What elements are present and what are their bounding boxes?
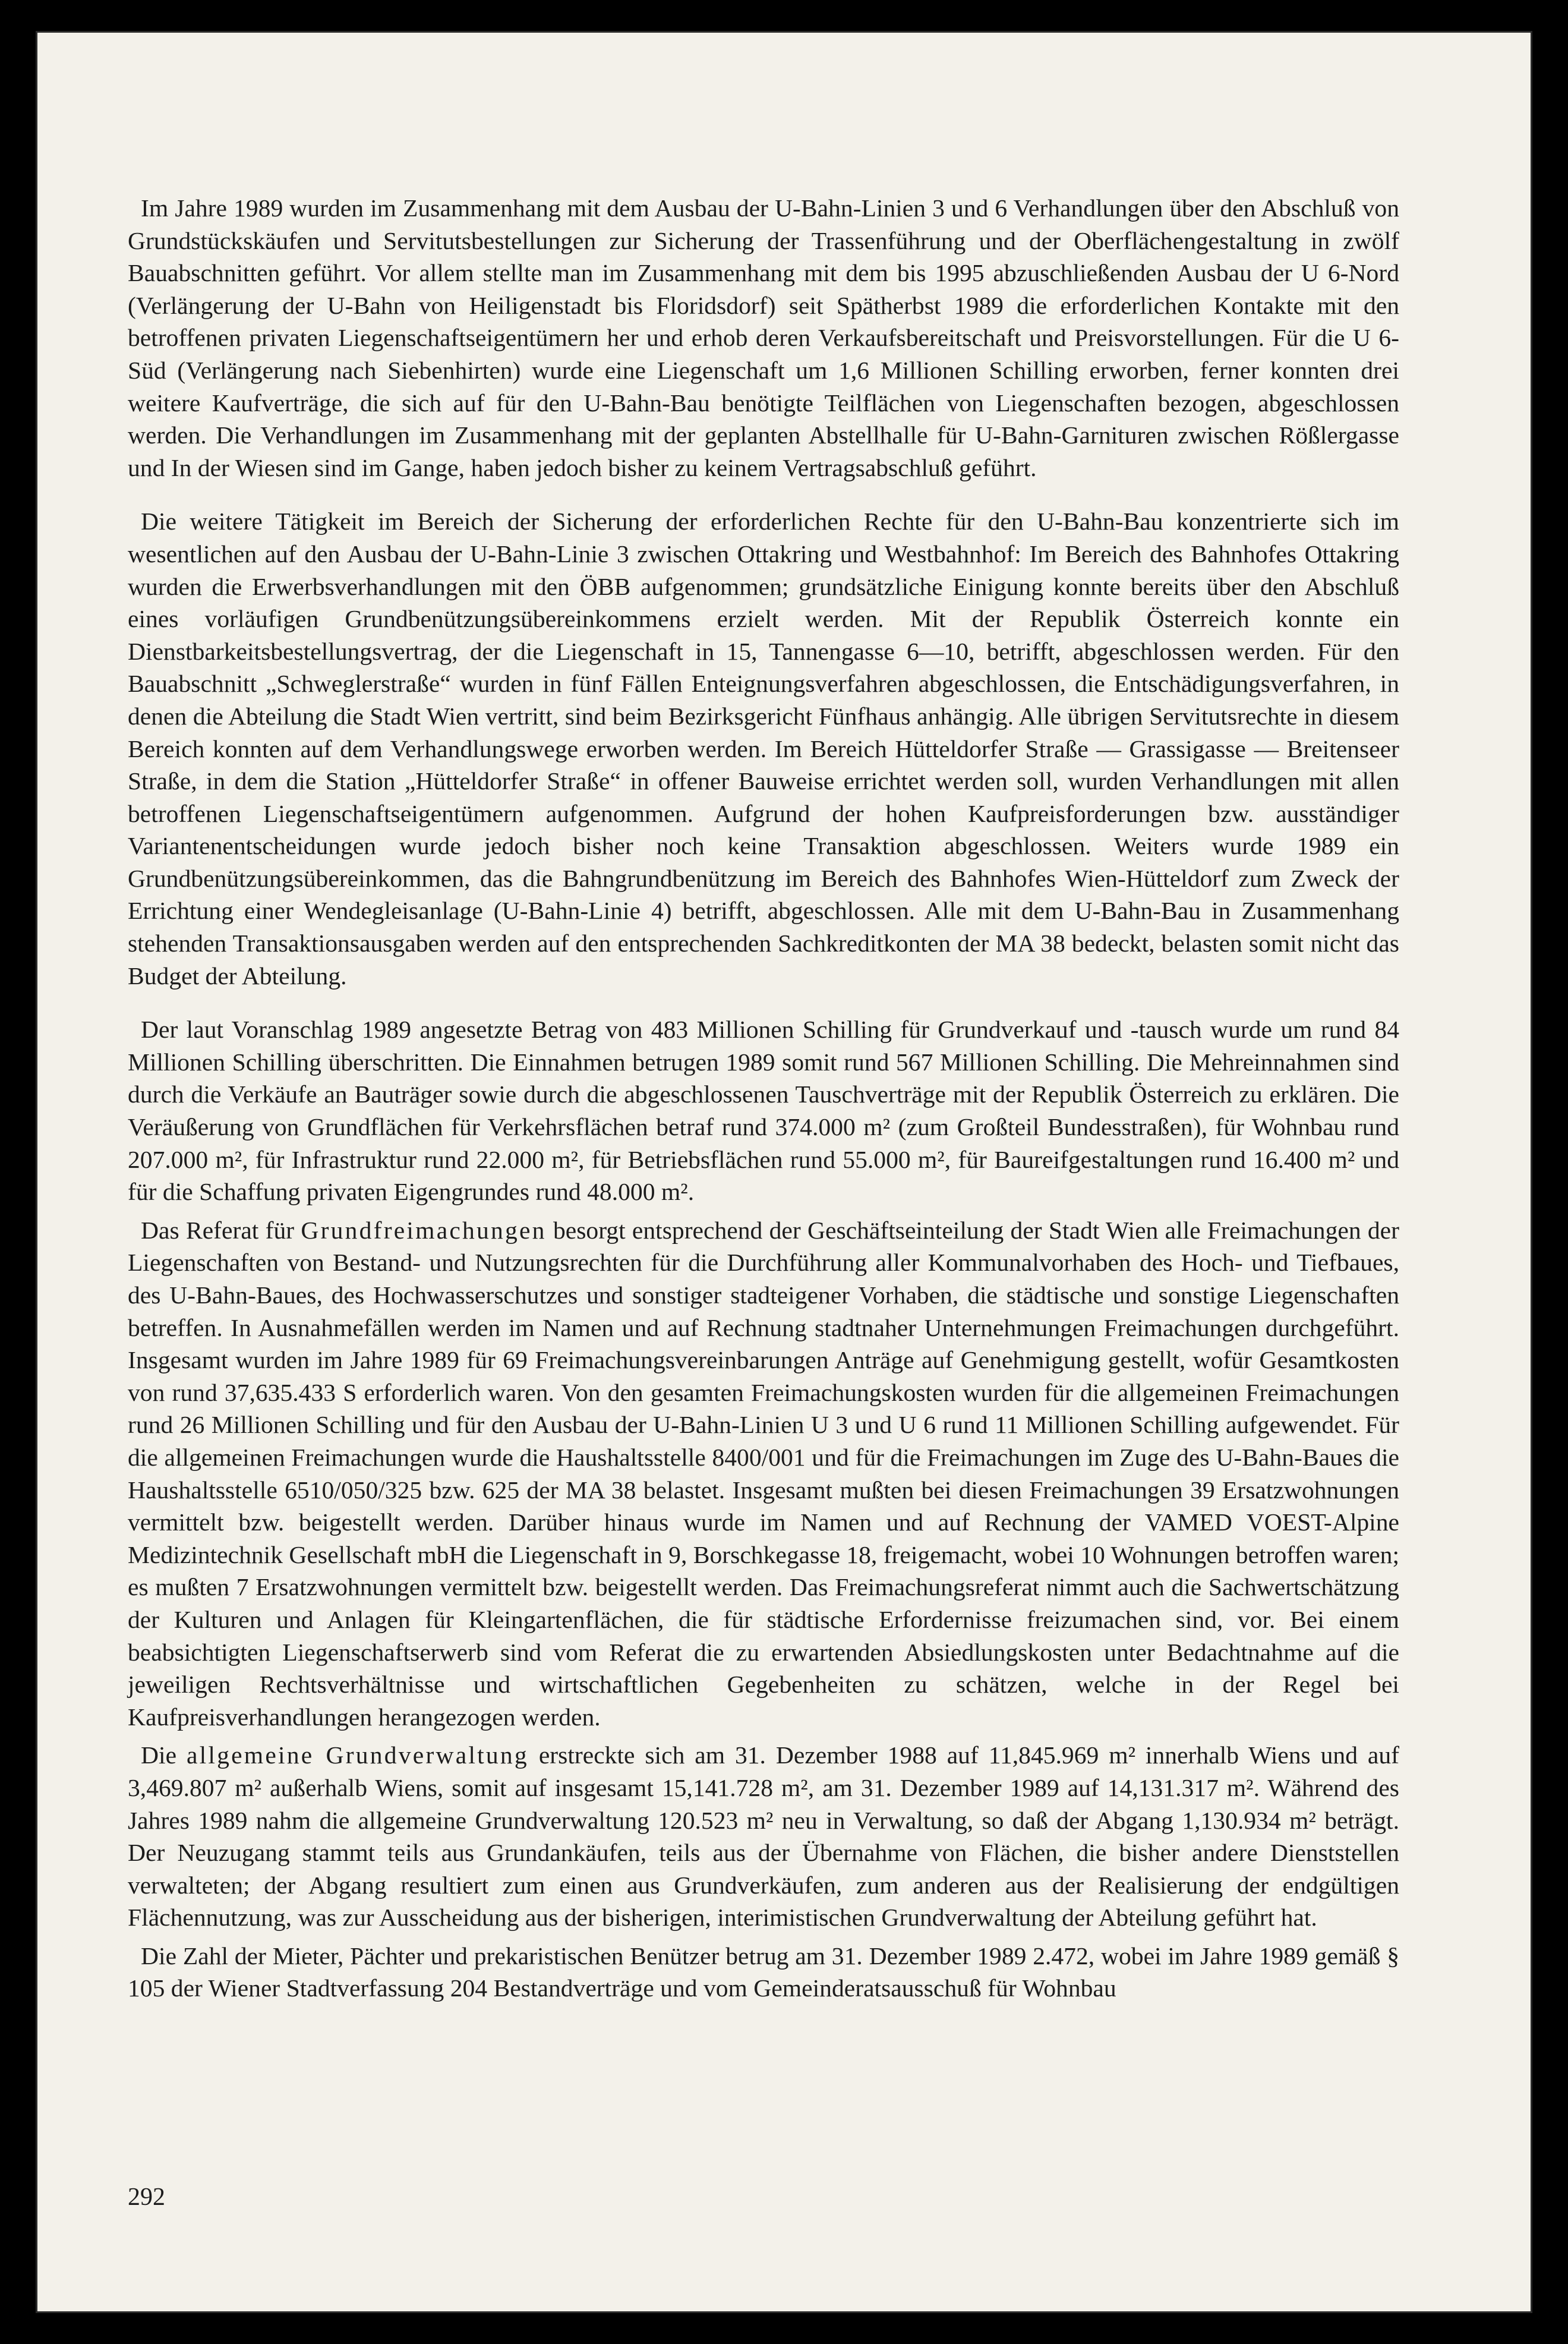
- administration-lead: Die: [141, 1741, 177, 1769]
- clearances-body: besorgt entsprechend der Geschäftseinteilung der Stadt Wien alle Freimachungen der Liegenschaften von Bestand- und Nutzungsrechten für die Durchführung aller Kommunalvorhaben des Hoch- und Tiefbaues, des U-Bahn-Baues, des Hochwasserschutzes und sonstiger stadteigener Vorhaben, die städtische und sonstige Liegenschaften betreffen. In Ausnahmefällen werden im Namen und auf Rechnung stadtnaher Unternehmungen Freimachungen durchgeführt. Insgesamt wurden im Jahre 1989 für 69 Freimachungsvereinbarungen Anträge auf Genehmigung gestellt, wofür Gesamtkosten von rund 37,635.433 S erforderlich waren. Von den gesamten Freimachungskosten wurden für die allgemeinen Freimachungen rund 26 Millionen Schilling und für den Ausbau der U-Bahn-Linien U 3 und U 6 rund 11 Millionen Schilling aufgewendet. Für die allgemeinen Freimachungen wurde die Haushaltsstelle 8400/001 und für die Freimachungen im Zuge des U-Bahn-Baues die Haushaltsstelle 6510/050/325 bzw. 625 der MA 38 belastet. Insgesamt mußten bei diesen Freimachungen 39 Ersatzwohnungen vermittelt bzw. beigestellt werden. Darüber hinaus wurde im Namen und auf Rechnung der VAMED VOEST-Alpine Medizintechnik Gesellschaft mbH die Liegenschaft in 9, Borschkegasse 18, freigemacht, wobei 10 Wohnungen betroffen waren; es mußten 7 Ersatzwohnungen vermittelt bzw. beigestellt werden. Das Freimachungsreferat nimmt auch die Sachwertschätzung der Kulturen und Anlagen für Kleingartenflächen, die für städtische Erfordernisse freizumachen sind, vor. Bei einem beabsichtigten Liegenschaftserwerb sind vom Referat die zu erwartenden Absiedlungskosten unter Bedachtnahme auf die jeweiligen Rechtsverhältnisse und wirtschaftlichen Gegebenheiten zu schätzen, welche in der Regel bei Kaufpreisverhandlungen herangezogen werden.: [128, 1216, 1400, 1731]
- administration-term: allgemeine Grundverwaltung: [186, 1741, 529, 1769]
- paragraph-land-administration: [128, 1739, 1399, 1934]
- paragraph-land-sales: Der laut Voranschlag 1989 angesetzte Betrag von 483 Millionen Schilling für Grundverkauf und -tausch wurde um rund 84 Millionen Schilling überschritten. Die Einnahmen betrugen 1989 somit rund 567 Millionen Schilling. Die Mehreinnahmen sind durch die Verkäufe an Bauträger sowie durch die abgeschlossenen Tauschverträge mit der Republik Österreich zu erklären. Die Veräußerung von Grundflächen für Verkehrsflächen betraf rund 374.000 m² (zum Großteil Bundesstraßen), für Wohnbau rund 207.000 m², für Infrastruktur rund 22.000 m², für Betriebsflächen rund 55.000 m², für Baureifgestaltungen rund 16.400 m² und für die Schaffung privaten Eigengrundes rund 48.000 m².: [128, 1016, 1399, 1206]
- page-number: 292: [128, 2184, 165, 2211]
- paragraph-clearances: [128, 1214, 1399, 1734]
- paragraph-u-bahn-rights: Die weitere Tätigkeit im Bereich der Sicherung der erforderlichen Rechte für den U-Bahn-Bau konzentrierte sich im wesentlichen auf den Ausbau der U-Bahn-Linie 3 zwischen Ottakring und Westbahnhof: Im Bereich des Bahnhofes Ottakring wurden die Erwerbsverhandlungen mit den ÖBB aufgenommen; grundsätzliche Einigung konnte bereits über den Abschluß eines vorläufigen Grundbenützungsübereinkommens erzielt werden. Mit der Republik Österreich konnte ein Dienstbarkeitsbestellungsvertrag, der die Liegenschaft in 15, Tannengasse 6—10, betrifft, abgeschlossen werden. Für den Bauabschnitt „Schweglerstraße“ wurden in fünf Fällen Enteignungsverfahren abgeschlossen, die Entschädigungsverfahren, in denen die Abteilung die Stadt Wien vertritt, sind beim Bezirksgericht Fünfhaus anhängig. Alle übrigen Servitutsrechte in diesem Bereich konnten auf dem Verhandlungswege erworben werden. Im Bereich Hütteldorfer Straße — Grassigasse — Breitenseer Straße, in dem die Station „Hütteldorfer Straße“ in offener Bauweise errichtet werden soll, wurden Verhandlungen mit allen betroffenen Liegenschaftseigentümern aufgenommen. Aufgrund der hohen Kaufpreisforderungen bzw. ausständiger Variantenentscheidungen wurde jedoch bisher noch keine Transaktion abgeschlossen. Weiters wurde 1989 ein Grundbenützungsübereinkommen, das die Bahngrundbenützung im Bereich des Bahnhofes Wien-Hütteldorf zum Zweck der Errichtung einer Wendegleisanlage (U-Bahn-Linie 4) betrifft, abgeschlossen. Alle mit dem U-Bahn-Bau in Zusammenhang stehenden Transaktionsausgaben werden auf den entsprechenden Sachkreditkonten der MA 38 bedeckt, belasten somit nicht das Budget der Abteilung.: [128, 508, 1399, 990]
- paragraph-u-bahn-negotiations: Im Jahre 1989 wurden im Zusammenhang mit dem Ausbau der U-Bahn-Linien 3 und 6 Verhandlungen über den Abschluß von Grundstückskäufen und Servitutsbestellungen zur Sicherung der Trassenführung und der Oberflächengestaltung in zwölf Bauabschnitten geführt. Vor allem stellte man im Zusammenhang mit dem bis 1995 abzuschließenden Ausbau der U 6-Nord (Verlängerung der U-Bahn von Heiligenstadt bis Floridsdorf) seit Spätherbst 1989 die erforderlichen Kontakte mit den betroffenen privaten Liegenschaftseigentümern her und erhob deren Verkaufsbereitschaft und Preisvorstellungen. Für die U 6-Süd (Verlängerung nach Siebenhirten) wurde eine Liegenschaft um 1,6 Millionen Schilling erworben, ferner konnten drei weitere Kaufverträge, die sich auf für den U-Bahn-Bau benötigte Teilflächen von Liegenschaften bezogen, abgeschlossen werden. Die Verhandlungen im Zusammenhang mit der geplanten Abstellhalle für U-Bahn-Garnituren zwischen Rößlergasse und In der Wiesen sind im Gange, haben jedoch bisher zu keinem Vertragsabschluß geführt.: [128, 194, 1399, 481]
- administration-body: erstreckte sich am 31. Dezember 1988 auf 11,845.969 m² innerhalb Wiens und auf 3,469.807 m² außerhalb Wiens, somit auf insgesamt 15,141.728 m², am 31. Dezember 1989 auf 14,131.317 m². Während des Jahres 1989 nahm die allgemeine Grundverwaltung 120.523 m² neu in Verwaltung, so daß der Abgang 1,130.934 m² beträgt. Der Neuzugang stammt teils aus Grundankäufen, teils aus der Übernahme von Flächen, die bisher andere Dienststellen verwalteten; der Abgang resultiert zum einen aus Grundverkäufen, zum anderen aus der Realisierung der endgültigen Flächennutzung, was zur Ausscheidung aus der bisherigen, interimistischen Grundverwaltung der Abteilung geführt hat.: [128, 1741, 1400, 1932]
- body-text: [128, 192, 1399, 2005]
- document-page: [36, 31, 1532, 2313]
- clearances-term: Grundfreimachungen: [301, 1216, 547, 1244]
- clearances-lead: Das Referat für: [141, 1216, 295, 1244]
- paragraph-tenants: Die Zahl der Mieter, Pächter und prekaristischen Benützer betrug am 31. Dezember 1989 2.472, wobei im Jahre 1989 gemäß § 105 der Wiener Stadtverfassung 204 Bestandverträge und vom Gemeinderatsausschuß für Wohnbau: [128, 1942, 1399, 2002]
